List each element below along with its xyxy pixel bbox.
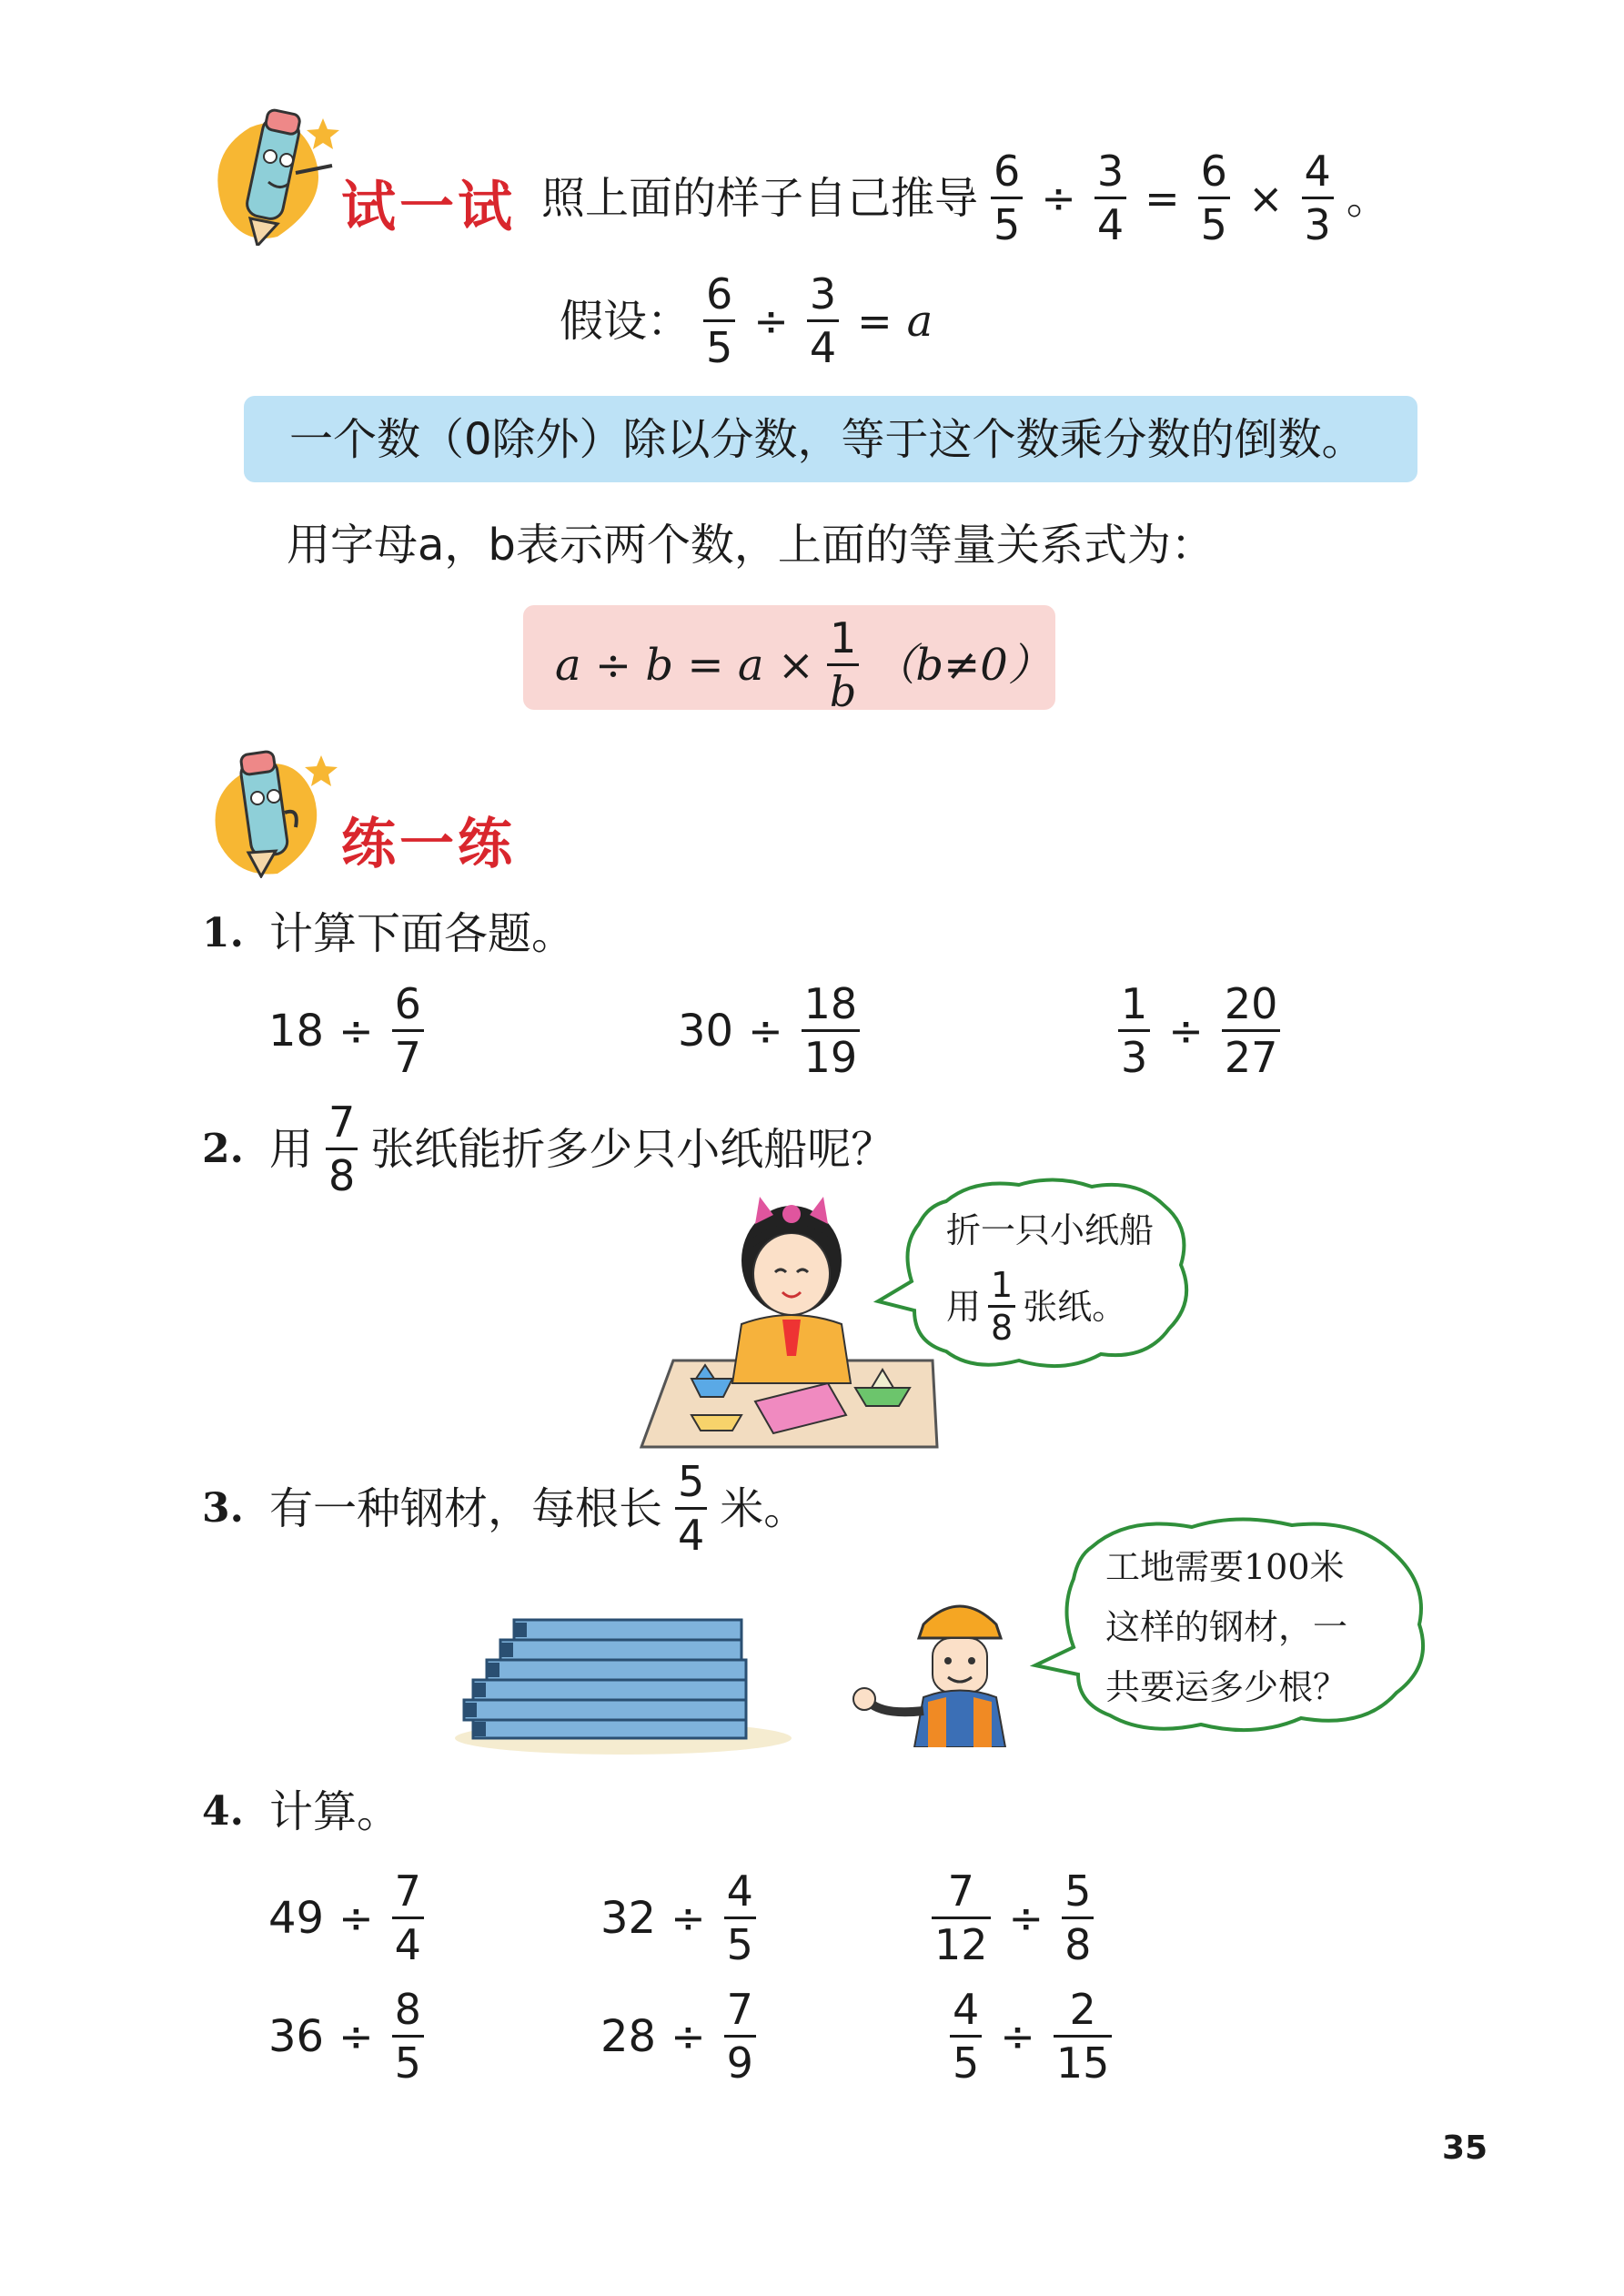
question-1 [202,907,575,959]
fraction: $\frac{6}{5}$ [991,146,1023,250]
worker-illustration [846,1588,1037,1747]
page-number: 35 [1442,2129,1488,2167]
q4-item-4: 36 ÷ $\frac{8}{5}$ [268,1984,428,2089]
question-number: 4. [202,1788,244,1835]
try-derivation-line: 照上面的样子自己推导 $\frac{6}{5}$ ÷ $\frac{3}{4}$ = $\frac{6}{5}$ × $\frac{4}{3}$ 。 [541,147,1390,249]
q4-item-2: 32 ÷ $\frac{4}{5}$ [600,1866,760,1970]
speech-bubble [1028,1511,1437,1743]
assume-line: 假设： $\frac{6}{5}$ ÷ $\frac{3}{4}$ = a [560,269,933,372]
question-2: 2. 用 $\frac{7}{8}$ 张纸能折多少只小纸船呢？ [202,1097,895,1200]
fraction: $\frac{6}{7}$ [392,978,424,1083]
fraction: $\frac{18}{19}$ [802,978,861,1083]
question-number: 3. [202,1485,244,1532]
fraction: $\frac{3}{4}$ [807,268,839,373]
fraction: $\frac{4}{5}$ [950,1984,982,2089]
q4-item-1: 49 ÷ $\frac{7}{4}$ [268,1866,428,1970]
rule-text: 一个数（0除外）除以分数，等于这个数乘分数的倒数。 [289,414,1366,465]
formula [555,612,1052,717]
fraction: $\frac{20}{27}$ [1222,978,1281,1083]
pencil-mascot-icon [205,742,341,878]
formula-box [523,605,1055,716]
speech-bubble [873,1174,1201,1379]
question-number: 1. [202,910,244,956]
try-intro-text: 照上面的样子自己推导 [541,172,979,224]
rule-box [244,396,1417,482]
q1-item-2: 30 ÷ $\frac{18}{19}$ [678,978,863,1083]
pencil-mascot-icon [205,100,341,246]
q4-item-3: $\frac{7}{12}$ ÷ $\frac{5}{8}$ [928,1866,1097,1970]
practice-section-title: 练一练 [341,813,516,876]
bubble-line-1: 折一只小纸船 [946,1210,1155,1250]
bubble-line-1: 工地需要100米 [1105,1547,1345,1587]
fraction: $\frac{7}{12}$ [932,1866,991,1970]
q1-item-3: $\frac{1}{3}$ ÷ $\frac{20}{27}$ [1115,978,1284,1083]
fraction: $\frac{5}{4}$ [675,1456,707,1561]
q1-item-1: 18 ÷ $\frac{6}{7}$ [268,978,428,1083]
steel-bars-illustration [450,1606,792,1756]
fraction: $\frac{1}{3}$ [1118,978,1150,1083]
question-text: 计算下面各题。 [268,907,575,959]
formula-condition: （b≠0） [872,639,1052,691]
fraction: $\frac{7}{9}$ [724,1984,756,2089]
question-number: 2. [202,1126,244,1172]
assume-label: 假设： [560,295,691,347]
fraction: $\frac{5}{8}$ [1062,1866,1094,1970]
fraction: $\frac{1}{b}$ [827,612,859,717]
q4-item-6: $\frac{4}{5}$ ÷ $\frac{2}{15}$ [946,1984,1115,2089]
bubble-line-2: 这样的钢材，一 [1105,1607,1348,1647]
fraction: $\frac{3}{4}$ [1094,146,1126,250]
fraction: $\frac{6}{5}$ [703,268,735,373]
fraction: $\frac{7}{4}$ [392,1866,424,1970]
letter-sentence: 用字母a，b表示两个数，上面的等量关系式为： [287,520,1215,571]
bubble-line-2: 用 $\frac{1}{8}$ 张纸。 [946,1265,1127,1348]
question-3: 3. 有一种钢材，每根长 $\frac{5}{4}$ 米。 [202,1457,808,1560]
fraction: $\frac{2}{15}$ [1054,1984,1113,2089]
fraction: $\frac{7}{8}$ [326,1097,358,1201]
bubble-line-3: 共要运多少根？ [1105,1667,1348,1707]
fraction: $\frac{4}{3}$ [1302,146,1334,250]
fraction: $\frac{8}{5}$ [392,1984,424,2089]
try-section-title: 试一试 [341,176,516,239]
formula-lhs: a ÷ b = a × [555,639,814,691]
fraction: $\frac{1}{8}$ [988,1265,1015,1348]
fraction: $\frac{4}{5}$ [724,1866,756,1970]
fraction: $\frac{6}{5}$ [1198,146,1230,250]
q4-item-5: 28 ÷ $\frac{7}{9}$ [600,1984,760,2089]
question-4 [202,1785,400,1837]
question-text: 计算。 [268,1785,400,1837]
